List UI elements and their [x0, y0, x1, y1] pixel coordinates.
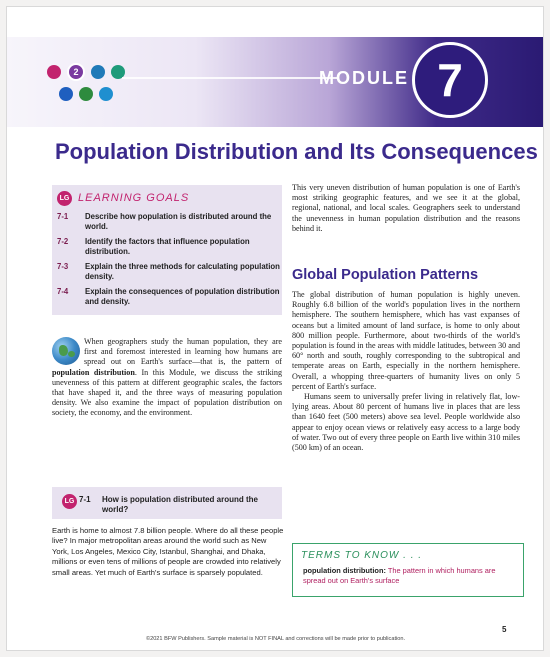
learning-goal-text: Explain the consequences of population distribution and density. [85, 287, 280, 306]
section-heading: Global Population Patterns [292, 267, 479, 283]
term-definition [303, 566, 515, 585]
global-patterns-body [292, 290, 520, 453]
section-question-number: 7-1 [79, 495, 91, 504]
lg-badge-icon: LG [57, 191, 72, 206]
learning-goal-text: Explain the three methods for calculating population density. [85, 262, 280, 281]
term-definition-text: The pattern in which humans are spread out on Earth's surface [303, 566, 496, 585]
footer-copyright: ©2021 BFW Publishers. Sample material is NOT FINAL and corrections will be made prior to publication. [145, 636, 406, 642]
learning-goal-number: 7-3 [57, 262, 69, 271]
intro-bold-term: population distribution [52, 367, 135, 377]
learning-goals-header [57, 189, 277, 205]
dot-6 [79, 87, 93, 101]
module-number: 7 [412, 42, 488, 118]
term-name: population distribution: [303, 566, 386, 575]
unit-badge-number: 2 [73, 67, 79, 77]
textbook-page [6, 6, 544, 651]
section-question-text: How is population distributed around the world? [102, 495, 258, 514]
learning-goal-number: 7-2 [57, 237, 69, 246]
learning-goals-title: LEARNING GOALS [78, 192, 190, 205]
unit-dots [47, 65, 157, 105]
learning-goal-number: 7-4 [57, 287, 69, 296]
lg-badge-icon: LG [62, 494, 77, 509]
learning-goal-number: 7-1 [57, 212, 69, 221]
banner-rule [122, 77, 337, 79]
page-title: Population Distribution and Its Consequences [55, 139, 538, 164]
unit-badge [67, 63, 85, 81]
page-number: 5 [502, 625, 507, 634]
learning-goal-text: Describe how population is distributed around the world. [85, 212, 272, 231]
dot-1 [47, 65, 61, 79]
intro-text: When geographers study the human population, they are first and foremost interested in learning how humans are spread out on Earth's surface—that is, the pattern of [84, 337, 282, 367]
terms-to-know-box [292, 543, 524, 597]
left-bottom-paragraph: Earth is home to almost 7.8 billion people. Where do all these people live? In major metropolitan areas around the world such as New York, Los Angeles, Mexico City, Istanbul, Shanghai, and Dhaka, millions or even tens of millions of people are crowded into relatively small areas. Yet much of Earth's surface is sparsely populated. [52, 526, 284, 577]
intro-text-continued: . In this Module, we discuss the striking unevenness of this pattern at different geographic scales, the factors that have shaped it, and the three ways of measuring population density. We also examine the impact of population distribution on society, the economy, and the environment. [52, 367, 282, 418]
right-top-paragraph: This very uneven distribution of human population is one of Earth's most striking geographic features, and we see it at the global, regional, national, and local scales. Geographers seek to understand the unevenness in human population distribution and the reasons behind it. [292, 183, 520, 233]
body-paragraph: Humans seem to universally prefer living in relatively flat, low-lying areas. About 80 percent of humans live in places that are less than 1640 feet (500 meters) above sea level. People worldwide also appear to enjoy ocean views or relatively easy access to a large body of water. Two out of every three people on Earth live within 310 miles (500 km) of an ocean. [292, 392, 520, 453]
dot-3 [91, 65, 105, 79]
module-label: MODULE [319, 68, 409, 88]
learning-goal-text: Identify the factors that influence population distribution. [85, 237, 250, 256]
body-paragraph: The global distribution of human population is highly uneven. Roughly 6.8 billion of the world's population lives in the northern hemisphere. The southern hemisphere, which has vast expanses of oceans but a limited amount of land surface, is home to only about 800 million people. Furthermore, about two-thirds of the world's population is found in the areas with middle latitudes, between 30 and 60° north and south, roughly corresponding to the subtropical and temperate areas on Earth, especially in the northern hemisphere. Overall, a whopping three-quarters of humanity lives on only 5 percent of Earth's surface. [292, 290, 520, 391]
intro-paragraph [52, 337, 282, 419]
dot-7 [99, 87, 113, 101]
globe-icon [52, 337, 80, 365]
terms-to-know-title: TERMS TO KNOW . . . [301, 550, 423, 561]
dot-5 [59, 87, 73, 101]
